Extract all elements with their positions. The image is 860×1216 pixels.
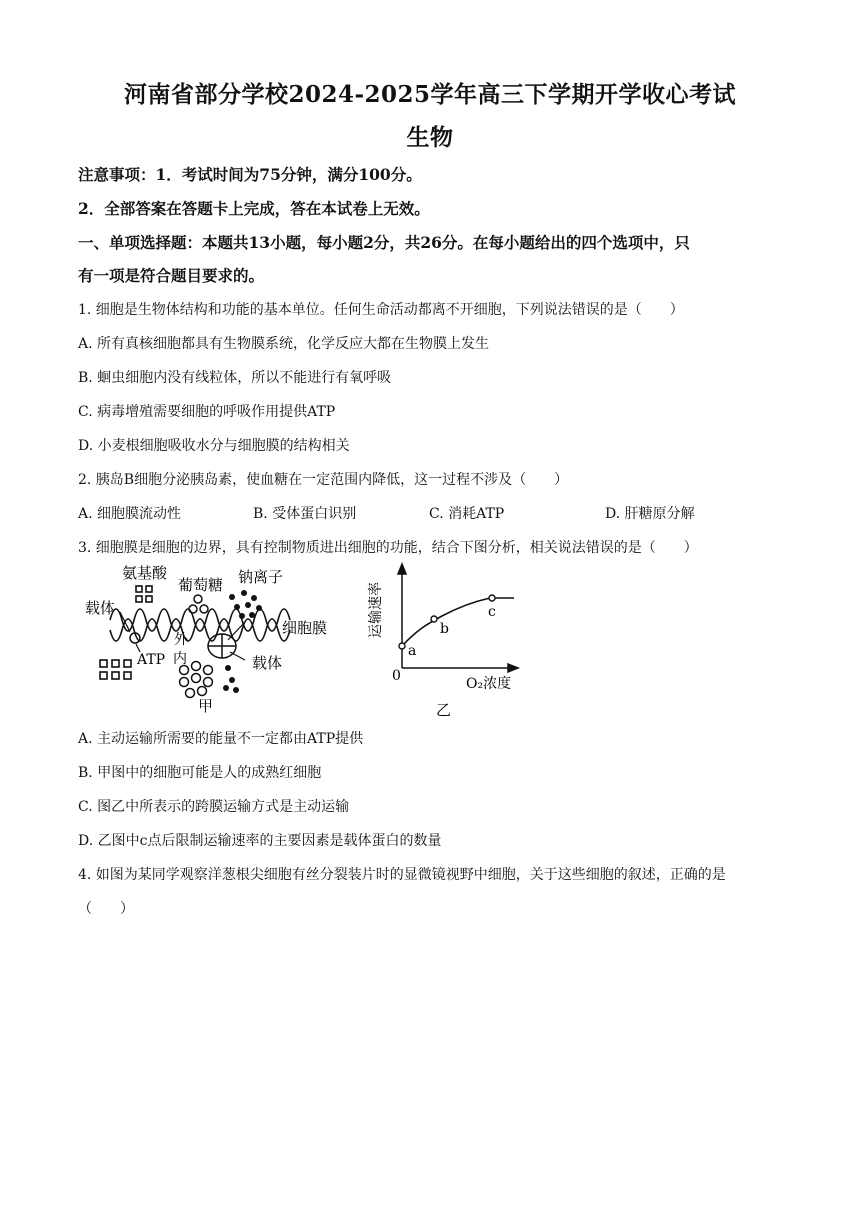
label-sodium: 钠离子 [238,568,284,586]
yi-point-a [399,643,405,649]
yi-point-b [431,616,437,622]
q1-stem: 1. 细胞是生物体结构和功能的基本单位。任何生命活动都离不开细胞，下列说法错误的是（ ） [78,302,684,318]
yi-x-axis-label: O₂浓度 [466,676,512,692]
yi-origin-label: 0 [392,668,401,684]
carrier-protein-right [208,634,236,658]
membrane-inner-line [110,619,290,641]
label-atp: ATP [137,652,166,668]
q3-option-b: B. 甲图中的细胞可能是人的成熟红细胞 [78,765,322,781]
q3-option-c: C. 图乙中所表示的跨膜运输方式是主动运输 [78,799,350,815]
notes-line-1: 注意事项：1．考试时间为75分钟，满分100分。 [78,165,422,184]
q2-option-d: D. 肝糖原分解 [605,506,695,522]
membrane-outer-line [110,609,290,631]
q1-option-c: C. 病毒增殖需要细胞的呼吸作用提供ATP [78,404,336,420]
yi-point-b-label: b [440,621,449,637]
sodium-dots-inside [223,665,239,693]
q1-option-a: A. 所有真核细胞都具有生物膜系统，化学反应大都在生物膜上发生 [78,336,490,352]
yi-point-c [489,595,495,601]
q2-option-c: C. 消耗ATP [429,506,505,522]
q1-option-d: D. 小麦根细胞吸收水分与细胞膜的结构相关 [78,438,350,454]
yi-y-axis-label: 运输速率 [368,582,384,638]
sodium-dots-outside [229,590,262,619]
q4-answer-paren: （ ） [78,901,134,917]
figure-yi-transport-rate-graph [368,560,532,720]
q3-option-a: A. 主动运输所需要的能量不一定都由ATP提供 [78,731,364,747]
label-carrier-left: 载体 [85,599,116,617]
yi-rate-curve [402,598,514,646]
q2-option-a: A. 细胞膜流动性 [78,506,182,522]
q2-stem: 2. 胰岛B细胞分泌胰岛素，使血糖在一定范围内降低，这一过程不涉及（ ） [78,472,569,488]
yi-point-a-label: a [408,643,417,659]
section-heading-line-2: 有一项是符合题目要求的。 [78,266,265,285]
q3-option-d: D. 乙图中c点后限制运输速率的主要因素是载体蛋白的数量 [78,833,442,849]
label-membrane: 细胞膜 [282,619,328,637]
q2-option-b: B. 受体蛋白识别 [253,506,357,522]
label-glucose: 葡萄糖 [178,576,224,594]
caption-jia: 甲 [198,697,214,715]
label-inside: 内 [173,651,187,667]
notes-line-2: 2．全部答案在答题卡上完成，答在本试卷上无效。 [78,199,430,218]
label-outside: 外 [174,632,188,648]
label-carrier-right: 载体 [252,654,283,672]
section-heading-line-1: 一、单项选择题：本题共13小题，每小题2分，共26分。在每小题给出的四个选项中，只 [78,233,690,252]
figure-jia-membrane-diagram [80,560,350,720]
caption-yi: 乙 [436,701,452,719]
yi-point-c-label: c [488,604,496,620]
label-amino-acid: 氨基酸 [122,564,168,582]
exam-title: 河南省部分学校2024-2025学年高三下学期开学收心考试 [123,81,737,108]
q1-option-b: B. 蛔虫细胞内没有线粒体，所以不能进行有氧呼吸 [78,370,392,386]
q3-stem: 3. 细胞膜是细胞的边界，具有控制物质进出细胞的功能，结合下图分析，相关说法错误的是（ ） [78,540,698,556]
exam-subject: 生物 [406,124,454,151]
amino-acid-squares-inside [100,660,131,679]
amino-acid-squares-outside [136,586,152,602]
q4-stem: 4. 如图为某同学观察洋葱根尖细胞有丝分裂装片时的显微镜视野中细胞，关于这些细胞的叙述，正确的是 [78,867,726,883]
glucose-circles-outside [189,595,208,613]
